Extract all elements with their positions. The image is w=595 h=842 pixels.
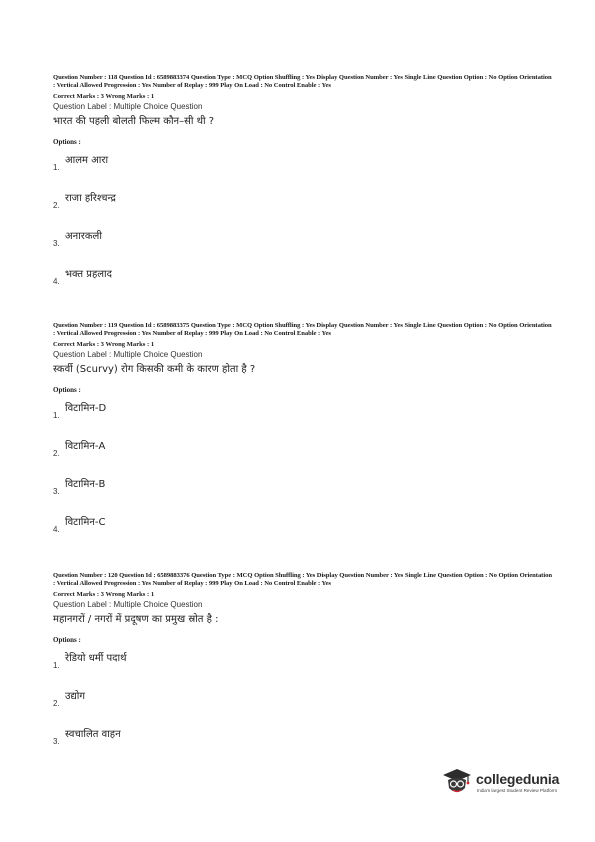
graduate-mascot-icon [440, 766, 474, 800]
option-2[interactable] [53, 685, 553, 723]
options-heading: Options : [53, 137, 81, 146]
option-number: 3. [53, 736, 60, 746]
brand-tagline: India's largest Student Review Platform [477, 788, 558, 793]
option-text: विटामिन-C [65, 516, 106, 528]
option-number: 2. [53, 448, 60, 458]
question-text: भारत की पहली बोलती फिल्म कौन–सी थी ? [53, 115, 215, 127]
option-text: विटामिन-B [65, 478, 106, 490]
question-label: Question Label : Multiple Choice Question [53, 349, 203, 359]
option-text: उद्योग [65, 690, 85, 702]
option-4[interactable] [53, 263, 553, 301]
option-text: स्वचालित वाहन [65, 728, 121, 740]
options-list [53, 647, 553, 761]
collegedunia-logo [440, 766, 580, 800]
option-text: अनारकली [65, 230, 102, 242]
option-number: 2. [53, 698, 60, 708]
option-text: विटामिन-D [65, 402, 107, 414]
question-119 [53, 322, 553, 549]
option-1[interactable] [53, 149, 553, 187]
options-list [53, 149, 553, 301]
option-3[interactable] [53, 225, 553, 263]
option-4[interactable] [53, 511, 553, 549]
question-118 [53, 74, 553, 301]
question-text: महानगरों / नगरों में प्रदूषण का प्रमुख स्रोत है : [53, 613, 219, 625]
option-1[interactable] [53, 647, 553, 685]
brand-name: collegedunia [476, 771, 560, 787]
option-text: राजा हरिश्चन्द्र [65, 192, 116, 204]
question-meta: Question Number : 118 Question Id : 6589883374 Question Type : MCQ Option Shuffling : Yes Display Question Number : Yes Single Line Question Option : No Option Orientation : Vertical Allowed Progression : Yes Number of Replay : 999 Play On Load : No Control Enable : Yes [53, 74, 552, 89]
option-3[interactable] [53, 473, 553, 511]
option-text: रेडियो धर्मी पदार्थ [65, 652, 127, 664]
option-text: आलम आरा [65, 154, 109, 166]
option-number: 2. [53, 200, 60, 210]
option-number: 4. [53, 276, 60, 286]
option-text: विटामिन-A [65, 440, 106, 452]
option-number: 1. [53, 162, 60, 172]
option-number: 3. [53, 486, 60, 496]
option-2[interactable] [53, 435, 553, 473]
options-list [53, 397, 553, 549]
question-label: Question Label : Multiple Choice Question [53, 101, 203, 111]
question-marks: Correct Marks : 3 Wrong Marks : 1 [53, 590, 155, 598]
option-text: भक्त प्रहलाद [65, 268, 112, 280]
question-marks: Correct Marks : 3 Wrong Marks : 1 [53, 340, 155, 348]
option-number: 4. [53, 524, 60, 534]
option-number: 1. [53, 410, 60, 420]
question-meta: Question Number : 119 Question Id : 6589883375 Question Type : MCQ Option Shuffling : Yes Display Question Number : Yes Single Line Question Option : No Option Orientation : Vertical Allowed Progression : Yes Number of Replay : 999 Play On Load : No Control Enable : Yes [53, 322, 552, 337]
question-meta: Question Number : 120 Question Id : 6589883376 Question Type : MCQ Option Shuffling : Yes Display Question Number : Yes Single Line Question Option : No Option Orientation : Vertical Allowed Progression : Yes Number of Replay : 999 Play On Load : No Control Enable : Yes [53, 572, 552, 587]
option-number: 3. [53, 238, 60, 248]
option-1[interactable] [53, 397, 553, 435]
option-3[interactable] [53, 723, 553, 761]
question-120 [53, 572, 553, 761]
option-2[interactable] [53, 187, 553, 225]
options-heading: Options : [53, 635, 81, 644]
question-marks: Correct Marks : 3 Wrong Marks : 1 [53, 92, 155, 100]
options-heading: Options : [53, 385, 81, 394]
question-text: स्कर्वी (Scurvy) रोग किसकी कमी के कारण होता है ? [53, 363, 256, 375]
question-label: Question Label : Multiple Choice Question [53, 599, 203, 609]
option-number: 1. [53, 660, 60, 670]
